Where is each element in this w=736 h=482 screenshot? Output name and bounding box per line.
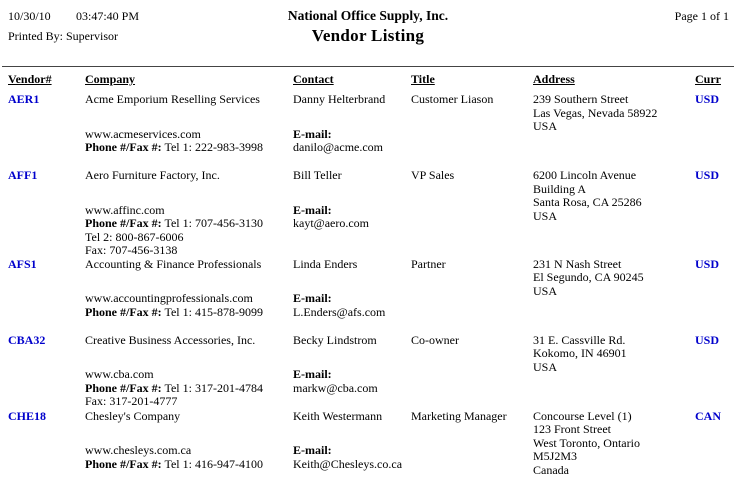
email-label: E-mail:: [293, 291, 332, 305]
col-header-cell: [695, 72, 736, 87]
col-header-company: Company: [85, 72, 136, 86]
address-line: Santa Rosa, CA 25286: [533, 195, 642, 209]
vendor-email-line: [293, 128, 405, 155]
col-header-contact: Contact: [293, 72, 334, 86]
address-line: El Segundo, CA 90245: [533, 270, 644, 284]
address-line: 6200 Lincoln Avenue: [533, 168, 637, 182]
vendor-contact: Bill Teller: [293, 168, 342, 182]
vendor-block: [0, 93, 736, 169]
vendor-email-line: [293, 444, 405, 471]
col-header-cell: [8, 72, 85, 87]
vendor-id-cell: [8, 169, 85, 183]
vendor-contact: Danny Helterbrand: [293, 92, 386, 106]
report-title: Vendor Listing: [311, 26, 425, 45]
vendor-email-line: [293, 368, 405, 395]
vendor-website: www.chesleys.com.ca: [85, 443, 192, 457]
address-line: USA: [533, 359, 558, 374]
report-header: [0, 0, 736, 66]
address-line: 31 E. Cassville Rd.: [533, 332, 626, 347]
vendor-id: AFF1: [8, 168, 38, 182]
vendor-title: Marketing Manager: [411, 408, 507, 423]
address-line: 239 Southern Street: [533, 92, 629, 106]
col-header-vendor: Vendor#: [8, 72, 52, 86]
vendor-company: Accounting & Finance Professionals: [85, 256, 262, 271]
email-label: E-mail:: [293, 126, 332, 141]
vendor-website: www.affinc.com: [85, 202, 165, 217]
page-indicator: Page 1 of 1: [674, 9, 729, 23]
phone-number: Tel 1: 415-878-9099: [164, 304, 263, 319]
vendor-email-line: [293, 292, 405, 319]
email-address: markw@cba.com: [293, 380, 378, 395]
phone-number: Tel 1: 317-201-4784: [164, 380, 263, 395]
vendor-currency-cell: [695, 169, 736, 183]
col-header-curr: Curr: [695, 72, 721, 86]
address-line: Building A: [533, 181, 587, 196]
vendor-address-cell: [533, 258, 695, 299]
col-header-cell: [293, 72, 411, 87]
email-label: E-mail:: [293, 202, 332, 217]
vendor-id: AER1: [8, 92, 40, 106]
phone-label: Phone #/Fax #:: [85, 216, 162, 230]
phone-extra-line: Fax: 317-201-4777: [85, 394, 178, 408]
vendor-id: AFS1: [8, 256, 37, 271]
vendor-title: Partner: [411, 256, 446, 271]
vendor-title: Co-owner: [411, 332, 459, 347]
vendor-id-cell: [8, 93, 85, 107]
printed-by: Printed By: Supervisor: [8, 29, 118, 43]
vendor-contact: Keith Westermann: [293, 408, 383, 423]
address-line: West Toronto, Ontario: [533, 435, 640, 450]
vendor-title: VP Sales: [411, 168, 455, 182]
vendor-contact-cell: [293, 169, 411, 231]
vendor-email-line: [293, 204, 405, 231]
phone-label: Phone #/Fax #:: [85, 380, 162, 395]
phone-label: Phone #/Fax #:: [85, 140, 162, 154]
address-line: Canada: [533, 462, 569, 477]
vendor-address-cell: [533, 410, 695, 478]
vendor-currency: CAN: [695, 408, 721, 423]
vendor-company: Chesley's Company: [85, 408, 181, 423]
vendor-phone-line: [85, 306, 287, 320]
address-line: USA: [533, 283, 558, 298]
vendor-company-cell: [85, 169, 293, 258]
vendor-address-cell: [533, 334, 695, 375]
vendor-id: CBA32: [8, 332, 46, 347]
vendor-company: Creative Business Accessories, Inc.: [85, 332, 256, 347]
vendor-id-cell: [8, 334, 85, 348]
vendor-block: [0, 169, 736, 258]
vendor-list: [0, 93, 736, 482]
vendor-title-cell: [411, 258, 533, 272]
col-header-address: Address: [533, 72, 575, 86]
col-header-cell: [85, 72, 293, 87]
vendor-title-cell: [411, 334, 533, 348]
vendor-block: [0, 334, 736, 410]
vendor-currency-cell: [695, 410, 736, 424]
vendor-company-cell: [85, 258, 293, 320]
phone-label: Phone #/Fax #:: [85, 304, 162, 319]
vendor-contact-cell: [293, 258, 411, 320]
vendor-title-cell: [411, 93, 533, 107]
vendor-currency-cell: [695, 258, 736, 272]
vendor-id-cell: [8, 258, 85, 272]
vendor-title: Customer Liason: [411, 92, 494, 106]
vendor-company: Aero Furniture Factory, Inc.: [85, 168, 220, 182]
address-line: M5J2M3: [533, 449, 578, 463]
phone-extra-line: Fax: 707-456-3138: [85, 243, 178, 257]
vendor-currency: USD: [695, 332, 720, 347]
print-time: 03:47:40 PM: [76, 9, 140, 23]
email-address: kayt@aero.com: [293, 216, 370, 230]
address-line: Concourse Level (1): [533, 408, 632, 423]
vendor-block: [0, 258, 736, 334]
vendor-website: www.accountingprofessionals.com: [85, 291, 253, 305]
phone-number: Tel 1: 416-947-4100: [164, 456, 263, 471]
email-label: E-mail:: [293, 367, 332, 381]
vendor-address-cell: [533, 169, 695, 223]
vendor-currency: USD: [695, 92, 720, 106]
address-line: 231 N Nash Street: [533, 256, 622, 271]
vendor-currency: USD: [695, 256, 720, 271]
vendor-block: [0, 410, 736, 482]
col-header-cell: [411, 72, 533, 87]
vendor-contact: Linda Enders: [293, 256, 358, 271]
vendor-phone-line: [85, 458, 287, 472]
vendor-company-cell: [85, 410, 293, 472]
vendor-currency-cell: [695, 334, 736, 348]
address-line: USA: [533, 208, 558, 223]
vendor-company: Acme Emporium Reselling Services: [85, 92, 260, 106]
vendor-company-cell: [85, 334, 293, 409]
vendor-title-cell: [411, 410, 533, 424]
address-line: Kokomo, IN 46901: [533, 346, 627, 360]
address-line: Las Vegas, Nevada 58922: [533, 105, 658, 120]
vendor-contact: Becky Lindstrom: [293, 332, 377, 347]
email-address: L.Enders@afs.com: [293, 304, 386, 319]
vendor-website: www.acmeservices.com: [85, 126, 201, 141]
phone-number: Tel 1: 222-983-3998: [164, 140, 263, 154]
address-line: USA: [533, 119, 558, 133]
vendor-title-cell: [411, 169, 533, 183]
email-label: E-mail:: [293, 443, 332, 457]
header-divider: [2, 66, 734, 67]
col-header-cell: [533, 72, 695, 87]
vendor-id-cell: [8, 410, 85, 424]
phone-number: Tel 1: 707-456-3130: [164, 216, 263, 230]
vendor-currency-cell: [695, 93, 736, 107]
vendor-contact-cell: [293, 334, 411, 396]
vendor-phone-line: [85, 382, 287, 396]
vendor-contact-cell: [293, 410, 411, 472]
column-header-row: [0, 72, 736, 87]
col-header-title: Title: [411, 72, 435, 86]
email-address: danilo@acme.com: [293, 140, 384, 154]
vendor-currency: USD: [695, 168, 720, 182]
print-date: 10/30/10: [8, 9, 51, 23]
phone-label: Phone #/Fax #:: [85, 456, 162, 471]
company-name: National Office Supply, Inc.: [287, 8, 449, 23]
vendor-address-cell: [533, 93, 695, 134]
phone-extra-line: Tel 2: 800-867-6006: [85, 229, 184, 244]
address-line: 123 Front Street: [533, 422, 611, 436]
vendor-company-cell: [85, 93, 293, 155]
email-address: Keith@Chesleys.co.ca: [293, 456, 403, 471]
vendor-website: www.cba.com: [85, 367, 154, 381]
vendor-phone-line: [85, 217, 287, 231]
vendor-id: CHE18: [8, 408, 47, 423]
vendor-contact-cell: [293, 93, 411, 155]
vendor-phone-line: [85, 141, 287, 155]
